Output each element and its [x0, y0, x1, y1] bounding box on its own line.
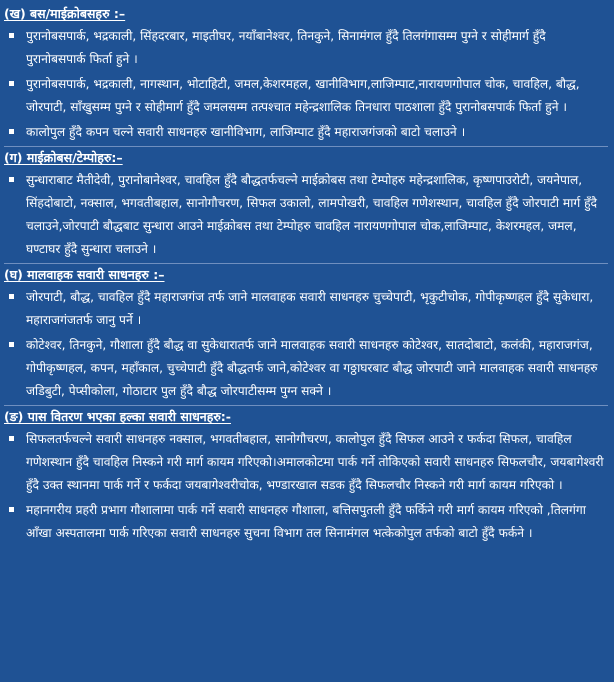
bullet-icon — [9, 342, 14, 347]
list-item — [4, 121, 608, 144]
section-bus-microbus — [4, 4, 608, 144]
section-heading: (घ) मालवाहक सवारी साधनहरु :– — [4, 263, 608, 284]
list-item — [4, 428, 608, 497]
item-text: महानगरीय प्रहरी प्रभाग गौशालामा पार्क गर्ने सवारी साधनहरु गौशाला, बत्तिसपुतली हुँदै फर्किने गरी मार्ग कायम गरिएको ,तिलगंगा आँखा अस्पतालमा पार्क गरिएका सवारी साधनहरु सुचना विभाग तल सिनामंगल भत्केकोपुल तर्फको बाटो हुँदै फर्कने । — [26, 503, 586, 540]
section-cargo-vehicles — [4, 263, 608, 403]
bullet-icon — [9, 294, 14, 299]
item-text: पुरानोबसपार्क, भद्रकाली, नागस्थान, भोटाहिटी, जमल,केशरमहल, खानीविभाग,लाजिम्पाट,नारायणगोपाल चोक, चावहिल, बौद्ध, जोरपाटी, साँखुसम्म पुग्ने र सोहीमार्ग हुँदै जमलसम्म तत्पश्चात महेन्द्रशालिक तिनधारा पाठशाला हुँदै पुरानोबसपार्क फिर्ता हुने । — [26, 77, 580, 114]
list-item — [4, 286, 608, 332]
section-heading: (ङ) पास वितरण भएका हल्का सवारी साधनहरु:- — [4, 405, 608, 426]
item-text: सुन्धाराबाट मैतीदेवी, पुरानोबानेश्वर, चावहिल हुँदै बौद्धतर्फचल्ने माईक्रोबस तथा टेम्पोहरु महेन्द्रशालिक, कृष्णपाउरोटी, जयनेपाल, सिंहदोबाटो, नक्साल, भगवतीबहाल, सानोगौचरण, सिफल उकालो, लामपोखरी, चावहिल गणेशस्थान, चावहिल हुँदै जोरपाटी मार्ग हुँदै चलाउने,जोरपाटी बौद्धबाट सुन्धारा आउने माईक्रोबस तथा टेम्पोहरु चावहिल नारायणगोपाल चोक,लाजिम्पाट, केशरमहल, जमल, घण्टाघर हुँदै सुन्धारा चलाउने । — [26, 173, 598, 256]
item-text: सिफलतर्फचल्ने सवारी साधनहरु नक्साल, भगवतीबहाल, सानोगौचरण, कालोपुल हुँदै सिफल आउने र फर्कदा सिफल, चावहिल गणेशस्थान हुँदै चावहिल निस्कने गरी मार्ग कायम गरिएको।अमालकोटमा पार्क गर्ने तोकिएको सवारी साधनहरु सिफलचौर, जयबागेश्वरी हुँदै उक्त स्थानमा पार्क गर्ने र फर्कदा जयबागेश्वरीचोक, भण्डारखाल सडक हुँदै सिफलचौर निस्कने गरी मार्ग कायम गरिएको । — [26, 432, 604, 492]
item-text: जोरपाटी, बौद्ध, चावहिल हुँदै महाराजगंज तर्फ जाने मालवाहक सवारी साधनहरु चुच्चेपाटी, भृकुटीचोक, गोपीकृष्णहल हुँदै सुकेधारा, महाराजगंजतर्फ जानु पर्ने । — [26, 290, 594, 327]
section-light-vehicles-pass — [4, 405, 608, 545]
item-list — [4, 169, 608, 261]
list-item — [4, 25, 608, 71]
list-item — [4, 169, 608, 261]
bullet-icon — [9, 33, 14, 38]
item-text: कोटेश्वर, तिनकुने, गौशाला हुँदै बौद्ध वा सुकेधारातर्फ जाने मालवाहक सवारी साधनहरु कोटेश्वर, सातदोबाटो, कलंकी, महाराजगंज, गोपीकृष्णहल, कपन, महाँकाल, चुच्चेपाटी हुँदै बौद्धतर्फ जाने,कोटेश्वर वा गठ्ठाघरबाट बौद्ध जोरपाटी जाने मालवाहक सवारी साधनहरु जडिबुटी, पेप्सीकोला, गोठाटार पुल हुँदै बौद्ध जोरपाटीसम्म पुग्न सक्ने । — [26, 338, 598, 398]
section-microbus-tempo — [4, 146, 608, 261]
bullet-icon — [9, 81, 14, 86]
section-heading: (ग) माईक्रोबस/टेम्पोहरु:– — [4, 146, 608, 167]
bullet-icon — [9, 507, 14, 512]
item-list — [4, 25, 608, 144]
bullet-icon — [9, 436, 14, 441]
section-heading: (ख) बस/माईक्रोबसहरु :– — [4, 6, 126, 21]
bullet-icon — [9, 177, 14, 182]
list-item — [4, 499, 608, 545]
item-text: कालोपुल हुँदै कपन चल्ने सवारी साधनहरु खानीविभाग, लाजिम्पाट हुँदै महाराजगंजको बाटो चलाउने । — [26, 125, 466, 139]
item-text: पुरानोबसपार्क, भद्रकाली, सिंहदरबार, माइतीघर, नयाँबानेश्वर, तिनकुने, सिनामंगल हुँदै तिलगंगासम्म पुग्ने र सोहीमार्ग हुँदै पुरानोबसपार्क फिर्ता हुने । — [26, 29, 546, 66]
bullet-icon — [9, 129, 14, 134]
item-list — [4, 286, 608, 403]
list-item — [4, 73, 608, 119]
list-item — [4, 334, 608, 403]
item-list — [4, 428, 608, 545]
